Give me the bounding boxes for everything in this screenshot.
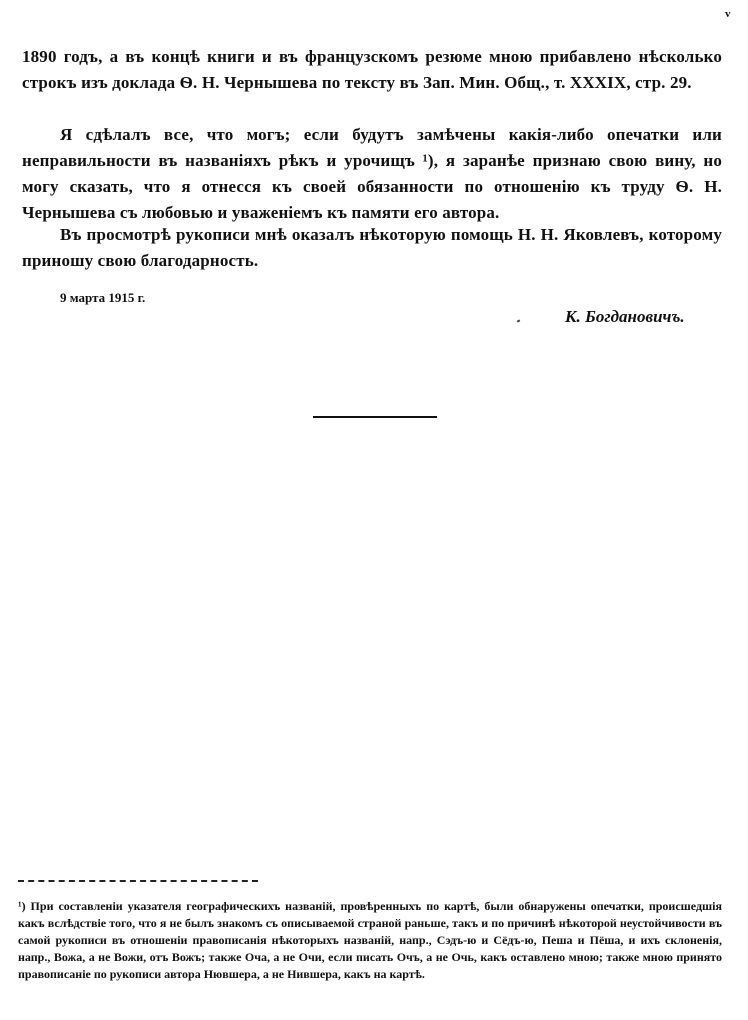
signature: К. Богдановичъ. <box>565 307 685 326</box>
paragraph-1: 1890 годъ, а въ концѣ книги и въ французскомъ резюме мною прибавлено нѣсколько строкъ изъ доклада Ѳ. Н. Чернышева по тексту въ Зап. Мин. Общ., т. XXXIX, стр. 29. <box>22 47 722 92</box>
page-number: v <box>725 8 731 20</box>
section-rule <box>313 416 437 418</box>
footnote-divider <box>18 880 258 882</box>
paragraph-3: Въ просмотрѣ рукописи мнѣ оказалъ нѣкоторую помощь Н. Н. Яковлевъ, которому приношу свою благодарность. <box>22 225 722 270</box>
footnote <box>18 898 722 983</box>
ink-speck <box>517 319 521 322</box>
footnote-text: ¹) При составленіи указателя географическихъ названій, провѣренныхъ по картѣ, были обнаружены опечатки, происшедшія какъ вслѣдствіе того, что я не былъ знакомъ съ описываемой страной раньше, такъ и по причинѣ нѣкоторой неустойчивости въ самой рукописи въ отношеніи правописанія нѣкоторыхъ названій, напр., Сэдъ-ю и Сёдъ-ю, Пеша и Пёша, и ихъ склоненія, напр., Вожа, а не Вожи, отъ Вожъ; также Оча, а не Очи, если писать Очъ, а не Очь, какъ оставлено мною; также мною принято правописаніе по рукописи автора Нювшера, а не Нившера, какъ на картѣ. <box>18 899 722 981</box>
paragraph-2: Я сдѣлалъ все, что могъ; если будутъ замѣчены какія-либо опечатки или неправильности въ названіяхъ рѣкъ и урочищъ ¹), я заранѣе признаю свою вину, но могу сказать, что я отнесся къ своей обязанности по отношенію къ труду Ѳ. Н. Чернышева съ любовью и уваженіемъ къ памяти его автора. <box>22 125 722 222</box>
date: 9 марта 1915 г. <box>60 290 146 305</box>
